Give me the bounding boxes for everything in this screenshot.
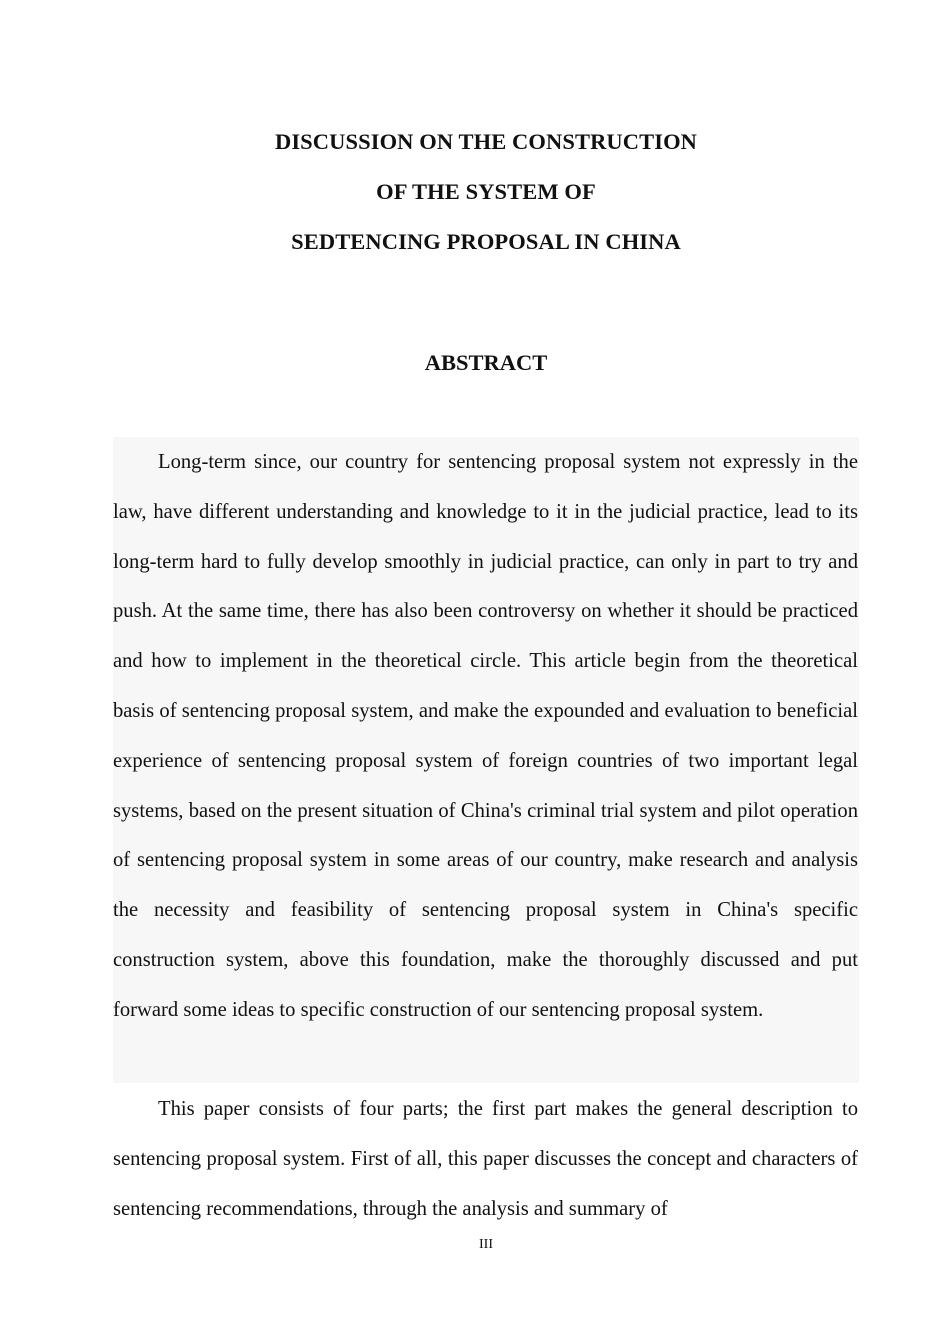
title-line-3: SEDTENCING PROPOSAL IN CHINA: [291, 229, 681, 254]
abstract-paragraph-1: Long-term since, our country for sentencing proposal system not expressly in the law, have different understanding and knowledge to it in the judicial practice, lead to its long-term hard to fully develop smoothly in judicial practice, can only in part to try and push. At the same time, there has also been controversy on whether it should be practiced and how to implement in the theoretical circle. This article begin from the theoretical basis of sentencing proposal system, and make the expounded and evaluation to beneficial experience of sentencing proposal system of foreign countries of two important legal systems, based on the present situation of China's criminal trial system and pilot operation of sentencing proposal system in some areas of our country, make research and analysis the necessity and feasibility of sentencing proposal system in China's specific construction system, above this foundation, make the thoroughly discussed and put forward some ideas to specific construction of our sentencing proposal system.: [113, 451, 858, 1021]
abstract-heading: ABSTRACT: [424, 350, 548, 375]
title-line-2: OF THE SYSTEM OF: [376, 179, 596, 204]
page-number: III: [479, 1237, 493, 1252]
title-line-1: DISCUSSION ON THE CONSTRUCTION: [274, 129, 698, 154]
abstract-paragraph-2: This paper consists of four parts; the first part makes the general description to sentencing proposal system. First of all, this paper discusses the concept and characters of sentencing recommendations, through the analysis and summary of: [113, 1098, 858, 1220]
document-title: [0, 117, 950, 267]
